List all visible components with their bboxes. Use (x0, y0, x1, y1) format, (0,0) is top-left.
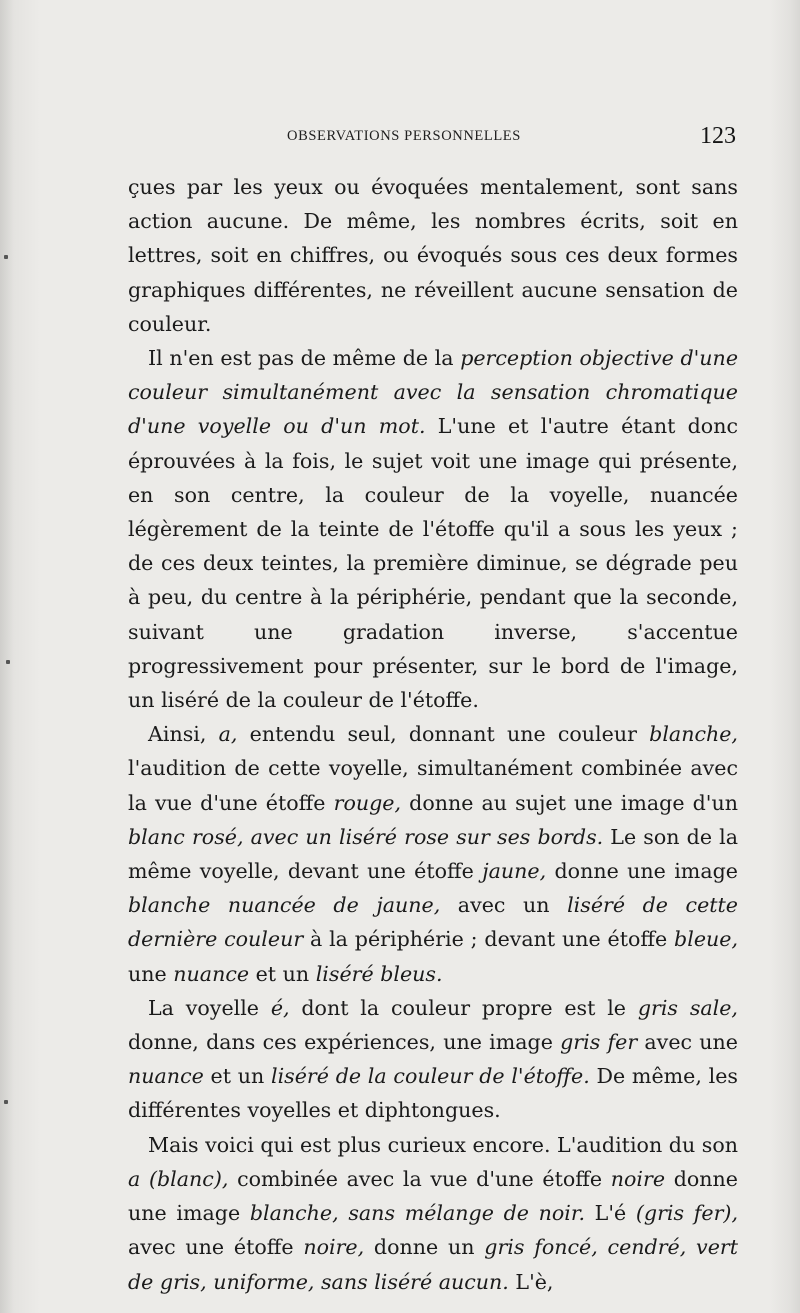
margin-speck (6, 660, 10, 664)
italic-text-run: rouge, (333, 790, 402, 815)
margin-speck (4, 255, 8, 259)
text-run: et un (249, 961, 316, 986)
text-run: donne un (364, 1235, 485, 1260)
page-header (0, 118, 800, 158)
italic-text-run: gris foncé, cendré, vert de gris, uniforme, sans liséré aucun. (128, 1235, 738, 1294)
italic-text-run: é, (270, 995, 290, 1020)
text-run: une (128, 961, 174, 986)
text-run: donne, dans ces expériences, une image (128, 1030, 561, 1055)
text-run: Le son de la même voyelle, devant une étoffe (128, 824, 738, 884)
italic-text-run: liséré de la couleur de l'étoffe. (271, 1064, 590, 1089)
italic-text-run: jaune, (482, 859, 547, 884)
italic-text-run: a (blanc), (128, 1166, 229, 1191)
text-run: De même, les différentes voyelles et diphtongues. (128, 1064, 738, 1123)
text-run: L'une et l'autre étant donc éprouvées à la fois, le sujet voit une image qui présente, en son centre, la couleur de la voyelle, nuancée légèrement de la teinte de l'étoffe qu'il a sous les yeux ; de ces deux teintes, la première diminue, se dégrade peu à peu, du centre à la périphérie, pendant que la seconde, suivant une gradation inverse, s'accentue progressivement pour présenter, sur le bord de l'image, un liséré de la couleur de l'étoffe. (128, 414, 738, 713)
italic-text-run: blanche, sans mélange de noir. (249, 1201, 585, 1226)
text-run: Ainsi, (148, 722, 219, 747)
text-run: L'é (585, 1201, 636, 1226)
text-run: combinée avec la vue d'une étoffe (228, 1166, 611, 1191)
paragraph (128, 341, 738, 717)
paragraph (128, 717, 738, 991)
italic-text-run: blanc rosé, avec un liséré rose sur ses bords. (128, 824, 604, 849)
running-head: OBSERVATIONS PERSONNELLES (287, 128, 521, 144)
text-run: avec une (637, 1030, 738, 1055)
paragraph (128, 170, 738, 341)
italic-text-run: blanche, (649, 722, 738, 747)
italic-text-run: blanche nuancée de jaune, (128, 893, 441, 918)
text-run: çues par les yeux ou évoquées mentalement, sont sans action aucune. De même, les nombres écrits, soit en lettres, soit en chiffres, ou évoqués sous ces deux formes graphiques différentes, ne réveillent aucune sensation de couleur. (128, 175, 738, 336)
text-run: donne une image (546, 859, 738, 884)
text-run: donne au sujet une image d'un (401, 790, 738, 815)
text-run: et un (203, 1064, 271, 1089)
text-run: avec une étoffe (128, 1235, 304, 1260)
text-run: dont la couleur propre est le (289, 995, 638, 1020)
italic-text-run: liséré de cette dernière couleur (128, 893, 738, 952)
text-run: à la périphérie ; devant une étoffe (303, 927, 675, 952)
text-run: avec un (440, 893, 568, 918)
page-number: 123 (700, 123, 736, 149)
text-run: Il n'en est pas de même de la (148, 346, 461, 371)
text-run: Mais voici qui est plus curieux encore. L'audition du son (148, 1132, 738, 1157)
italic-text-run: bleue, (674, 927, 739, 952)
text-run: donne une image (128, 1166, 738, 1226)
italic-text-run: gris sale, (637, 995, 738, 1020)
italic-text-run: a, (218, 722, 238, 747)
text-run: l'audition de cette voyelle, simultanément combinée avec la vue d'une étoffe (128, 756, 738, 815)
paragraph (128, 1128, 738, 1299)
italic-text-run: nuance (128, 1064, 204, 1089)
text-run: L'è, (508, 1269, 554, 1294)
paragraph (128, 991, 738, 1128)
italic-text-run: noire (610, 1166, 666, 1191)
italic-text-run: nuance (173, 961, 250, 986)
italic-text-run: gris fer (560, 1030, 638, 1055)
italic-text-run: liséré bleus. (315, 961, 443, 986)
text-run: La voyelle (148, 995, 271, 1020)
margin-speck (4, 1100, 8, 1104)
italic-text-run: (gris fer), (635, 1201, 738, 1226)
italic-text-run: perception objective d'une couleur simultanément avec la sensation chromatique d'une voyelle ou d'un mot. (128, 346, 739, 439)
text-run: entendu seul, donnant une couleur (237, 722, 650, 747)
italic-text-run: noire, (303, 1235, 365, 1260)
body-text (128, 170, 738, 1299)
